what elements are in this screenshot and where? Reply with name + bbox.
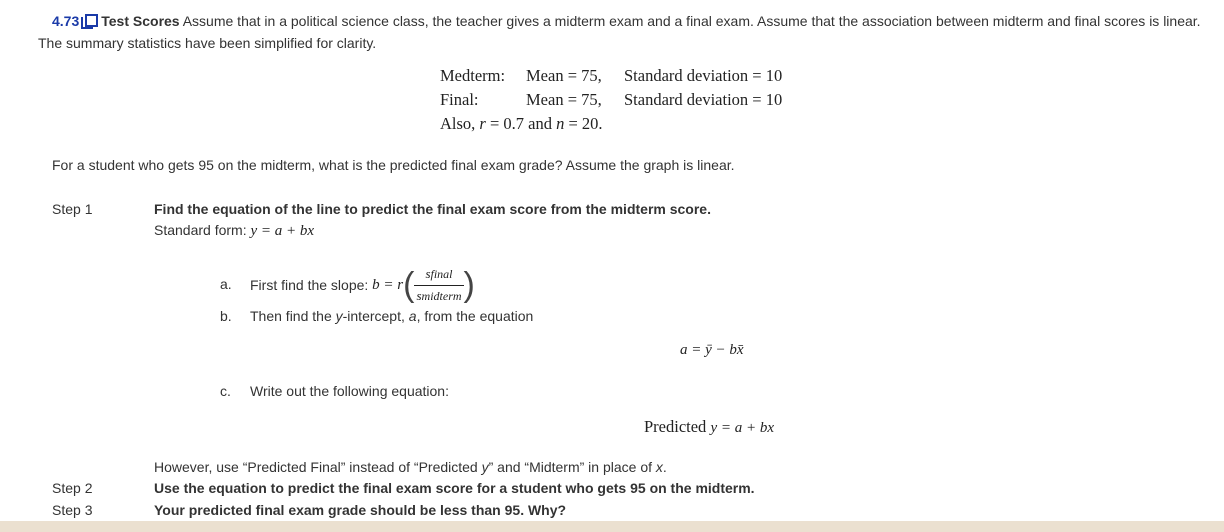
prediction-equation: Predicted y = a + bx	[644, 417, 774, 436]
slope-equation: b = r	[372, 276, 404, 293]
substep-a: First find the slope: b = r ( $\frac{\text{sfinal}}{\text{smidterm}}$ )	[250, 265, 475, 304]
step-1-label: Step 1	[52, 201, 93, 217]
stats-label: Final:	[440, 90, 479, 109]
stats-row-also: Also, r = 0.7 and n = 20.	[440, 114, 603, 133]
standard-form: Standard form: y = a + bx	[154, 222, 315, 239]
stats-sd: Standard deviation = 10	[624, 66, 783, 85]
step-1-heading: Find the equation of the line to predict the final exam score from the midterm score.	[154, 201, 711, 217]
bottom-bar	[0, 521, 1224, 532]
book-icon[interactable]	[81, 14, 97, 28]
n-symbol: n	[556, 114, 565, 133]
problem-intro: Assume that in a political science class, the teacher gives a midterm exam and a final exam. Assume that the association between midterm and final scores is linear. The summary statistics have been simplified for clarity.	[38, 13, 1201, 51]
standard-form-equation: y = a + bx	[250, 223, 315, 239]
problem-number[interactable]: 4.73	[52, 13, 80, 29]
summary-statistics	[440, 64, 782, 136]
substep-a-marker: a.	[220, 276, 232, 292]
problem-statement	[38, 10, 1208, 54]
substep-c: Write out the following equation:	[250, 383, 449, 399]
step-2-label: Step 2	[52, 480, 93, 496]
stats-mean: Mean = 75,	[526, 66, 602, 85]
however-note: However, use “Predicted Final” instead of “Predicted y” and “Midterm” in place of x.	[154, 459, 667, 475]
question-text: For a student who gets 95 on the midterm, what is the predicted final exam grade? Assume the graph is linear.	[52, 157, 735, 173]
step-3-text: Your predicted final exam grade should be less than 95. Why?	[154, 502, 567, 518]
stats-row-midterm	[440, 64, 782, 88]
stats-row-final	[440, 88, 782, 112]
step-2-text: Use the equation to predict the final exam score for a student who gets 95 on the midterm.	[154, 480, 755, 496]
substep-b: Then find the y-intercept, a, from the equation	[250, 308, 534, 324]
midterm-score: 95	[198, 157, 214, 173]
r-symbol: r	[479, 114, 486, 133]
stats-label: Medterm:	[440, 66, 506, 85]
slope-fraction: $\frac{\text{sfinal}}{\text{smidterm}}$	[416, 266, 462, 303]
substep-c-marker: c.	[220, 383, 231, 399]
stats-sd: Standard deviation = 10	[624, 90, 783, 109]
stats-mean: Mean = 75,	[526, 90, 602, 109]
step-3-label: Step 3	[52, 502, 93, 518]
problem-title: Test Scores	[101, 13, 180, 29]
intercept-equation: a = ȳ − bx̄	[680, 342, 744, 358]
substep-b-marker: b.	[220, 308, 232, 324]
